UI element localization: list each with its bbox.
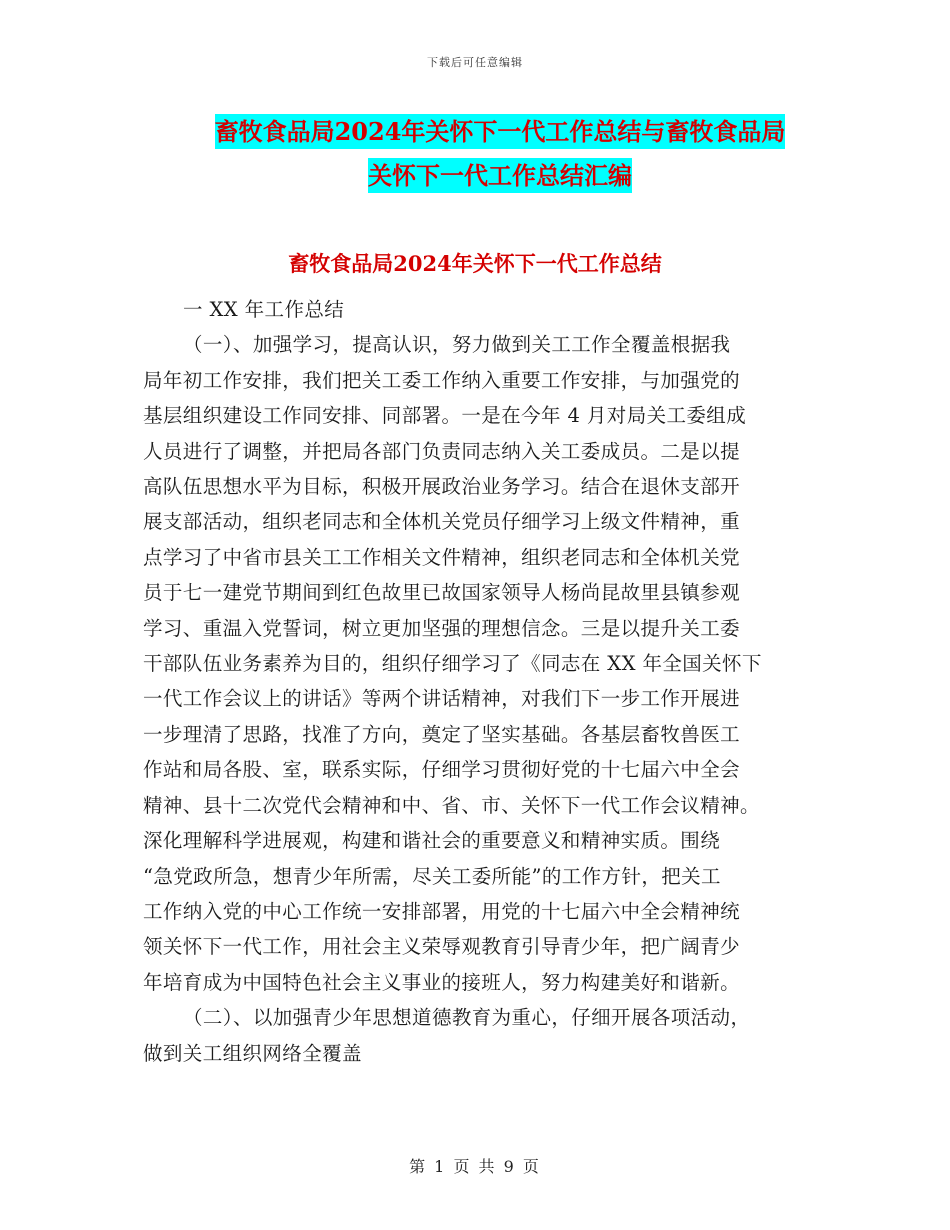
main-title-line-1: 畜牧食品局2024年关怀下一代工作总结与畜牧食品局 <box>215 114 786 149</box>
paragraph-line: 基层组织建设工作同安排、同部署。一是在今年 4 月对局关工委组成 <box>143 404 747 428</box>
paragraph-line: 点学习了中省市县关工工作相关文件精神，组织老同志和全体机关党 <box>143 545 741 569</box>
paragraph-line: 局年初工作安排，我们把关工委工作纳入重要工作安排，与加强党的 <box>143 368 741 392</box>
paragraph-line: “急党政所急，想青少年所需，尽关工委所能”的工作方针，把关工 <box>143 864 721 888</box>
paragraph-line: （一）、加强学习，提高认识，努力做到关工工作全覆盖根据我 <box>183 333 731 357</box>
paragraph-line: 干部队伍业务素养为目的，组织仔细学习了《同志在 XX 年全国关怀下 <box>143 652 762 676</box>
paragraph-line: 工作纳入党的中心工作统一安排部署，用党的十七届六中全会精神统 <box>143 899 741 923</box>
paragraph-line: 学习、重温入党誓词，树立更加坚强的理想信念。三是以提升关工委 <box>143 616 741 640</box>
main-title-line-2: 关怀下一代工作总结汇编 <box>368 158 632 193</box>
paragraph-line: 一步理清了思路，找准了方向，奠定了坚实基础。各基层畜牧兽医工 <box>143 722 741 746</box>
paragraph-line: 做到关工组织网络全覆盖 <box>143 1041 362 1065</box>
paragraph-line: （二）、以加强青少年思想道德教育为重心，仔细开展各项活动， <box>183 1006 751 1030</box>
paragraph-line: 一代工作会议上的讲话》等两个讲话精神，对我们下一步工作开展进 <box>143 687 741 711</box>
paragraph-line: 展支部活动，组织老同志和全体机关党员仔细学习上级文件精神，重 <box>143 510 741 534</box>
paragraph-line: 员于七一建党节期间到红色故里已故国家领导人杨尚昆故里县镇参观 <box>143 581 741 605</box>
paragraph-line: 领关怀下一代工作，用社会主义荣辱观教育引导青少年，把广阔青少 <box>143 935 741 959</box>
paragraph-line: 高队伍思想水平为目标，积极开展政治业务学习。结合在退休支部开 <box>143 475 741 499</box>
page-number: 第 1 页 共 9 页 <box>409 1157 541 1176</box>
section-heading: 一 XX 年工作总结 <box>183 298 345 321</box>
paragraph-line: 年培育成为中国特色社会主义事业的接班人，努力构建美好和谐新。 <box>143 970 741 994</box>
main-title <box>120 110 880 198</box>
paragraph-line: 精神、县十二次党代会精神和中、省、市、关怀下一代工作会议精神。 <box>143 793 760 817</box>
body-text <box>143 292 808 1071</box>
paragraph-2 <box>143 1000 808 1071</box>
paragraph-line: 深化理解科学进展观，构建和谐社会的重要意义和精神实质。围绕 <box>143 829 721 853</box>
paragraph-line: 人员进行了调整，并把局各部门负责同志纳入关工委成员。二是以提 <box>143 439 741 463</box>
paragraph-line: 作站和局各股、室，联系实际，仔细学习贯彻好党的十七届六中全会 <box>143 758 741 782</box>
paragraph-1 <box>143 327 808 1000</box>
sub-title: 畜牧食品局2024年关怀下一代工作总结 <box>288 251 662 276</box>
header-note: 下载后可任意编辑 <box>427 56 523 69</box>
